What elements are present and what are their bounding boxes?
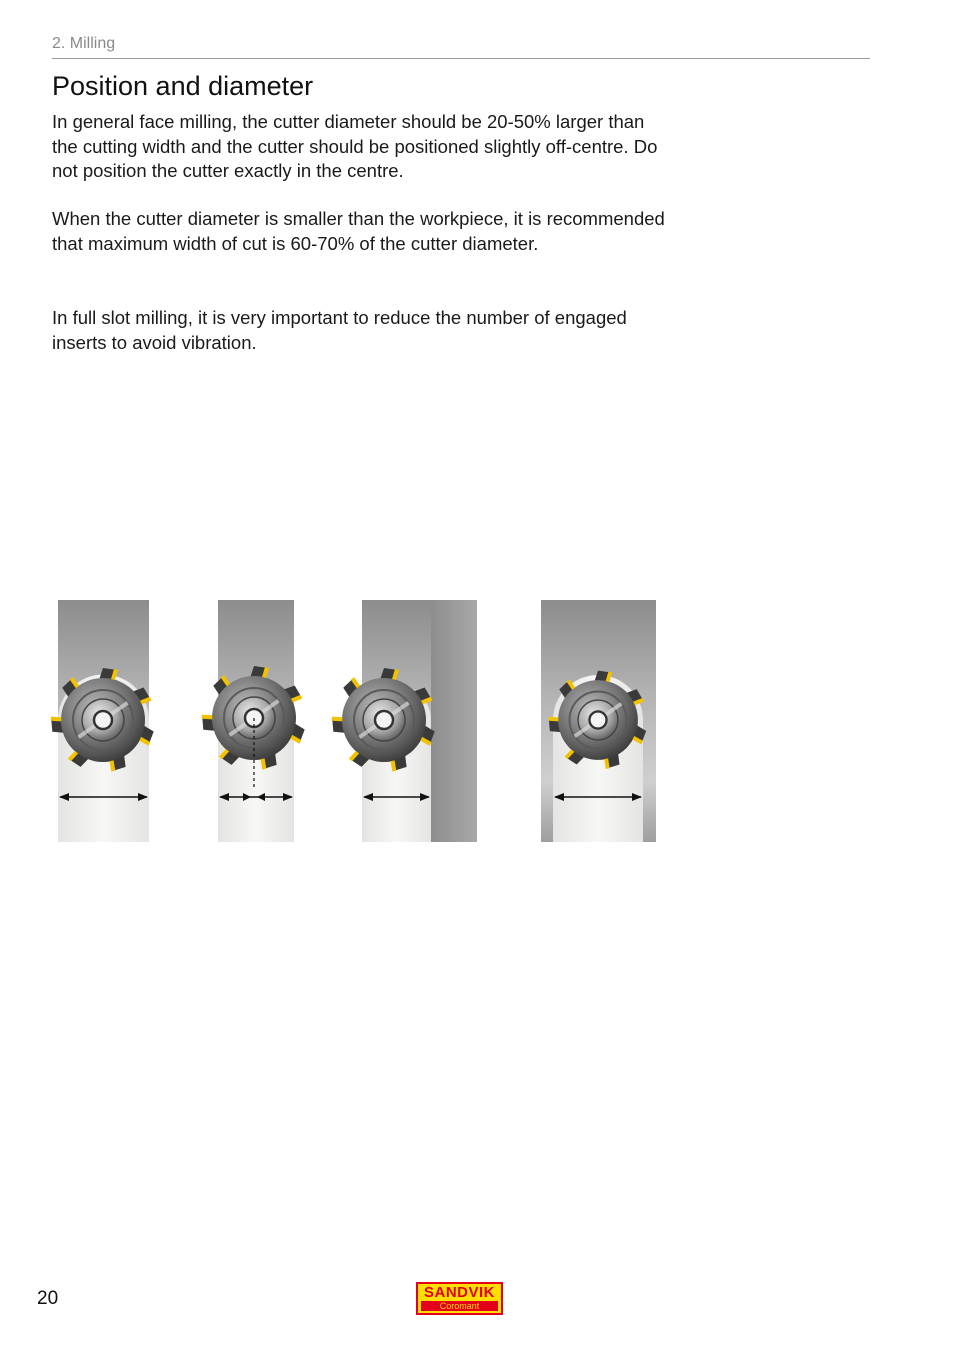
page-number: 20 — [37, 1288, 59, 1309]
panel-cutter-off-centre — [49, 600, 154, 842]
logo-subbrand: Coromant — [421, 1301, 498, 1311]
logo-wordmark: SANDVIK — [423, 1284, 495, 1301]
paragraph-smaller-cutter: When the cutter diameter is smaller than the workpiece, it is recommended that maximum width of cut is 60-70% of the cutter diameter. — [52, 208, 665, 254]
section-label: 2. Milling — [52, 35, 116, 52]
sandvik-coromant-logo — [416, 1282, 503, 1315]
panel-cutter-centred — [200, 600, 305, 842]
panel-full-slot-milling — [541, 600, 656, 842]
panel-cutter-smaller-than-workpiece — [330, 600, 477, 842]
paragraph-face-milling: In general face milling, the cutter diameter should be 20-50% larger than the cutting width and the cutter should be positioned slightly off-centre. Do not position the cutter exactly in the centre. — [52, 111, 658, 181]
paragraph-slot-milling: In full slot milling, it is very important to reduce the number of engaged inserts to avoid vibration. — [52, 307, 627, 353]
page-title: Position and diameter — [52, 71, 314, 101]
